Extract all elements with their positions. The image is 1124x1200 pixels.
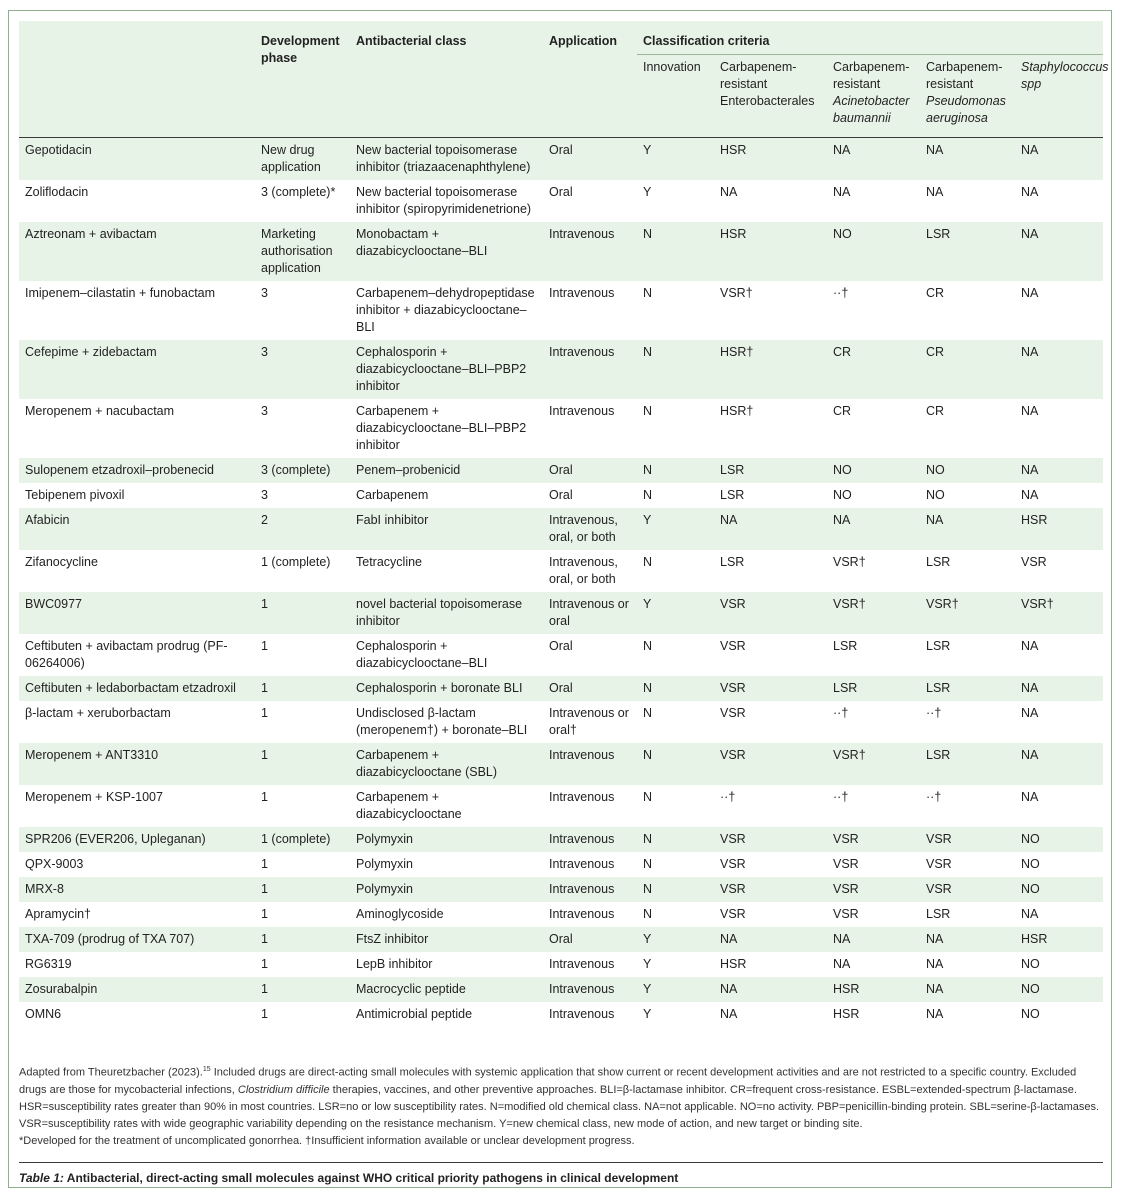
cell-drug: SPR206 (EVER206, Upleganan)	[25, 832, 206, 846]
cell-phase: 1	[261, 706, 268, 720]
table-row	[19, 180, 1103, 222]
cell-innovation: N	[643, 639, 653, 653]
cell-cre: VSR	[720, 748, 746, 762]
cell-drug: Ceftibuten + avibactam prodrug (PF-06264006)	[25, 639, 228, 670]
cell-innovation: N	[643, 286, 653, 300]
cell-class: Monobactam + diazabicyclooctane–BLI	[356, 227, 488, 258]
cell-crab: ··†	[833, 790, 849, 804]
cell-crpa: NA	[926, 1007, 944, 1021]
table-row	[19, 592, 1103, 634]
cell-innovation: Y	[643, 932, 652, 946]
cell-drug: TXA-709 (prodrug of TXA 707)	[25, 932, 195, 946]
cell-drug: β-lactam + xeruborbactam	[25, 706, 171, 720]
cell-class: Carbapenem + diazabicyclooctane–BLI–PBP2 inhibitor	[356, 404, 527, 452]
cell-crpa: LSR	[926, 681, 951, 695]
caption-divider	[19, 1162, 1103, 1163]
cell-crab: LSR	[833, 639, 858, 653]
cell-class: Carbapenem	[356, 488, 429, 502]
cell-application: Intravenous	[549, 286, 615, 300]
table-row	[19, 785, 1103, 827]
cell-innovation: N	[643, 345, 653, 359]
cell-crpa: VSR	[926, 882, 952, 896]
cell-innovation: N	[643, 748, 653, 762]
table-row	[19, 508, 1103, 550]
cell-innovation: N	[643, 463, 653, 477]
table-row	[19, 927, 1103, 952]
cell-crab: NA	[833, 957, 851, 971]
cell-crab: VSR†	[833, 555, 866, 569]
cell-class: FabI inhibitor	[356, 513, 429, 527]
cell-application: Intravenous	[549, 1007, 615, 1021]
cell-staph: VSR†	[1021, 597, 1054, 611]
cell-crpa: ··†	[926, 790, 942, 804]
cell-cre: HSR	[720, 227, 747, 241]
cell-crab: NO	[833, 227, 852, 241]
cell-application: Intravenous	[549, 907, 615, 921]
cell-drug: Imipenem–cilastatin + funobactam	[25, 286, 216, 300]
cell-innovation: N	[643, 790, 653, 804]
cell-application: Oral	[549, 681, 573, 695]
cell-crab: LSR	[833, 681, 858, 695]
cell-phase: 1	[261, 857, 268, 871]
cell-crpa: VSR	[926, 832, 952, 846]
cell-crpa: CR	[926, 404, 945, 418]
footnote-symbols: *Developed for the treatment of uncomplicated gonorrhea. †Insufficient information available or unclear development progress.	[19, 1134, 635, 1147]
cell-cre: NA	[720, 1007, 738, 1021]
cell-application: Oral	[549, 463, 573, 477]
cell-crab: VSR	[833, 857, 859, 871]
table-row	[19, 138, 1103, 181]
cell-innovation: N	[643, 857, 653, 871]
cell-crab: NA	[833, 932, 851, 946]
cell-phase: New drug application	[261, 143, 321, 174]
cell-cre: HSR†	[720, 345, 754, 359]
cell-drug: Cefepime + zidebactam	[25, 345, 157, 359]
cell-crab: ··†	[833, 286, 849, 300]
cell-staph: NA	[1021, 404, 1039, 418]
cell-crpa: NO	[926, 463, 945, 477]
cell-application: Intravenous	[549, 857, 615, 871]
cell-staph: NA	[1021, 345, 1039, 359]
cell-crpa: NA	[926, 185, 944, 199]
cell-cre: HSR	[720, 957, 747, 971]
cell-phase: 1	[261, 748, 268, 762]
cell-phase: 2	[261, 513, 268, 527]
cell-application: Oral	[549, 488, 573, 502]
cell-crab: VSR	[833, 882, 859, 896]
cell-staph: NA	[1021, 286, 1039, 300]
cell-crab: VSR†	[833, 597, 866, 611]
cell-phase: 3	[261, 404, 268, 418]
col-cre-header: Carbapenem-resistant Enterobacterales	[720, 60, 815, 108]
cell-class: Carbapenem + diazabicyclooctane	[356, 790, 462, 821]
cell-crab: NA	[833, 185, 851, 199]
cell-drug: Apramycin†	[25, 907, 91, 921]
table-body	[19, 138, 1103, 1028]
col-phase-header: Development phase	[261, 34, 340, 65]
cell-class: LepB inhibitor	[356, 957, 433, 971]
cell-class: Carbapenem + diazabicyclooctane (SBL)	[356, 748, 498, 779]
cell-cre: VSR	[720, 706, 746, 720]
cell-crpa: LSR	[926, 555, 951, 569]
cell-drug: Ceftibuten + ledaborbactam etzadroxil	[25, 681, 236, 695]
cell-application: Oral	[549, 143, 573, 157]
cell-crab: HSR	[833, 982, 860, 996]
table-row	[19, 676, 1103, 701]
cell-drug: Sulopenem etzadroxil–probenecid	[25, 463, 215, 477]
cell-innovation: N	[643, 832, 653, 846]
cell-cre: NA	[720, 513, 738, 527]
cell-drug: MRX-8	[25, 882, 64, 896]
cell-crab: VSR	[833, 832, 859, 846]
table-row	[19, 852, 1103, 877]
col-staph-header: Staphylococcus spp	[1021, 60, 1109, 91]
cell-crpa: NA	[926, 143, 944, 157]
cell-application: Intravenous, oral, or both	[549, 513, 618, 544]
col-class-header: Antibacterial class	[356, 34, 467, 48]
cell-cre: HSR†	[720, 404, 754, 418]
cell-cre: VSR	[720, 882, 746, 896]
cell-drug: Tebipenem pivoxil	[25, 488, 125, 502]
table-row	[19, 483, 1103, 508]
cell-phase: 1	[261, 957, 268, 971]
cell-staph: HSR	[1021, 513, 1048, 527]
cell-application: Intravenous	[549, 832, 615, 846]
cell-application: Intravenous	[549, 957, 615, 971]
cell-cre: ··†	[720, 790, 736, 804]
cell-staph: NO	[1021, 982, 1040, 996]
cell-class: Polymyxin	[356, 857, 413, 871]
cell-staph: NO	[1021, 857, 1040, 871]
table-row	[19, 634, 1103, 676]
cell-phase: 3 (complete)	[261, 463, 331, 477]
cell-phase: 3	[261, 286, 268, 300]
cell-application: Oral	[549, 185, 573, 199]
col-innovation-header: Innovation	[643, 60, 701, 74]
cell-crpa: NA	[926, 957, 944, 971]
col-application-header: Application	[549, 34, 618, 48]
table-row	[19, 550, 1103, 592]
cell-phase: 3 (complete)*	[261, 185, 336, 199]
cell-class: Undisclosed β-lactam (meropenem†) + boronate–BLI	[356, 706, 528, 737]
cell-innovation: Y	[643, 185, 652, 199]
cell-application: Intravenous	[549, 882, 615, 896]
cell-phase: 1 (complete)	[261, 832, 331, 846]
cell-crab: CR	[833, 345, 852, 359]
cell-crab: NO	[833, 463, 852, 477]
cell-staph: NA	[1021, 681, 1039, 695]
cell-innovation: Y	[643, 982, 652, 996]
cell-staph: NA	[1021, 639, 1039, 653]
cell-cre: VSR	[720, 832, 746, 846]
cell-cre: VSR	[720, 681, 746, 695]
cell-class: Aminoglycoside	[356, 907, 444, 921]
cell-staph: NO	[1021, 957, 1040, 971]
col-crpa-header: Carbapenem-resistant Pseudomonas aeruginosa	[926, 60, 1006, 125]
cell-innovation: N	[643, 488, 653, 502]
cell-class: New bacterial topoisomerase inhibitor (spiropyrimidenetrione)	[356, 185, 532, 216]
cell-phase: 1 (complete)	[261, 555, 331, 569]
cell-application: Intravenous	[549, 345, 615, 359]
cell-drug: Aztreonam + avibactam	[25, 227, 157, 241]
cell-innovation: Y	[643, 143, 652, 157]
cell-phase: 3	[261, 488, 268, 502]
cell-innovation: N	[643, 706, 653, 720]
cell-phase: 1	[261, 882, 268, 896]
cell-application: Intravenous	[549, 790, 615, 804]
col-drug-header	[19, 21, 255, 138]
cell-crpa: CR	[926, 286, 945, 300]
cell-innovation: N	[643, 404, 653, 418]
cell-cre: VSR	[720, 639, 746, 653]
cell-phase: 1	[261, 597, 268, 611]
cell-cre: VSR	[720, 597, 746, 611]
cell-crpa: LSR	[926, 907, 951, 921]
cell-innovation: N	[643, 227, 653, 241]
cell-phase: 1	[261, 982, 268, 996]
cell-phase: 1	[261, 790, 268, 804]
drug-table	[19, 21, 1109, 1027]
cell-staph: VSR	[1021, 555, 1047, 569]
cell-cre: HSR	[720, 143, 747, 157]
table-footnote	[19, 1061, 1103, 1150]
cell-phase: Marketing authorisation application	[261, 227, 333, 275]
cell-cre: LSR	[720, 463, 745, 477]
table-row	[19, 222, 1103, 281]
cell-staph: NO	[1021, 832, 1040, 846]
cell-innovation: N	[643, 882, 653, 896]
cell-crab: NA	[833, 143, 851, 157]
table-frame	[8, 10, 1112, 1188]
cell-class: Cephalosporin + boronate BLI	[356, 681, 523, 695]
cell-cre: LSR	[720, 488, 745, 502]
cell-crab: VSR	[833, 907, 859, 921]
cell-cre: LSR	[720, 555, 745, 569]
cell-drug: QPX-9003	[25, 857, 84, 871]
cell-application: Intravenous, oral, or both	[549, 555, 618, 586]
cell-phase: 3	[261, 345, 268, 359]
cell-application: Oral	[549, 639, 573, 653]
cell-class: Polymyxin	[356, 882, 413, 896]
cell-crpa: VSR†	[926, 597, 959, 611]
cell-crpa: CR	[926, 345, 945, 359]
cell-drug: Zosurabalpin	[25, 982, 98, 996]
cell-staph: NA	[1021, 143, 1039, 157]
cell-staph: NA	[1021, 463, 1039, 477]
cell-class: Polymyxin	[356, 832, 413, 846]
cell-innovation: Y	[643, 597, 652, 611]
table-row	[19, 977, 1103, 1002]
cell-cre: NA	[720, 185, 738, 199]
cell-class: Antimicrobial peptide	[356, 1007, 473, 1021]
header-row-top	[19, 21, 1103, 55]
cell-crab: VSR†	[833, 748, 866, 762]
footnote-abbreviations: Adapted from Theuretzbacher (2023).$^{15}$ Included drugs are direct-acting small molecules with systemic application that show current or recent development activities and are not restricted to a specific country. Excluded drugs are those for mycobacterial infections, Clostridium difficile therapies, vaccines, and other preventive approaches. BLI=β-lactamase inhibitor. CR=frequent cross-resistance. ESBL=extended-spectrum β-lactamase. HSR=susceptibility rates greater than 90% in most countries. LSR=no or low susceptibility rates. N=modified old chemical class. NA=not applicable. NO=no activity. PBP=penicillin-binding protein. SBL=serine-β-lactamases. VSR=susceptibility rates with wide geographic variability depending on the resistance mechanism. Y=new chemical class, new mode of action, and new target or binding site.	[19, 1066, 1100, 1130]
cell-innovation: Y	[643, 1007, 652, 1021]
cell-phase: 1	[261, 1007, 268, 1021]
cell-drug: Zifanocycline	[25, 555, 98, 569]
cell-innovation: N	[643, 907, 653, 921]
cell-innovation: N	[643, 681, 653, 695]
cell-staph: NA	[1021, 488, 1039, 502]
cell-class: Carbapenem–dehydropeptidase inhibitor + diazabicyclooctane–BLI	[356, 286, 535, 334]
cell-application: Intravenous	[549, 404, 615, 418]
classification-criteria-header: Classification criteria	[637, 21, 1103, 55]
cell-class: Cephalosporin + diazabicyclooctane–BLI	[356, 639, 488, 670]
cell-cre: VSR†	[720, 286, 753, 300]
col-crab-header: Carbapenem-resistant Acinetobacter baumannii	[833, 60, 910, 125]
cell-class: novel bacterial topoisomerase inhibitor	[356, 597, 523, 628]
cell-crpa: NO	[926, 488, 945, 502]
cell-application: Intravenous or oral†	[549, 706, 629, 737]
cell-class: Cephalosporin + diazabicyclooctane–BLI–PBP2 inhibitor	[356, 345, 527, 393]
cell-class: New bacterial topoisomerase inhibitor (triazaacenaphthylene)	[356, 143, 531, 174]
cell-staph: NA	[1021, 706, 1039, 720]
cell-crab: NO	[833, 488, 852, 502]
cell-class: FtsZ inhibitor	[356, 932, 429, 946]
cell-cre: VSR	[720, 907, 746, 921]
cell-crab: NA	[833, 513, 851, 527]
cell-drug: Gepotidacin	[25, 143, 92, 157]
cell-application: Intravenous	[549, 748, 615, 762]
cell-staph: HSR	[1021, 932, 1048, 946]
cell-crab: HSR	[833, 1007, 860, 1021]
cell-class: Tetracycline	[356, 555, 422, 569]
cell-cre: VSR	[720, 857, 746, 871]
cell-crpa: LSR	[926, 748, 951, 762]
cell-drug: Meropenem + ANT3310	[25, 748, 159, 762]
cell-drug: Meropenem + nacubactam	[25, 404, 175, 418]
cell-crpa: VSR	[926, 857, 952, 871]
table-row	[19, 340, 1103, 399]
cell-staph: NA	[1021, 907, 1039, 921]
table-row	[19, 458, 1103, 483]
cell-staph: NA	[1021, 227, 1039, 241]
cell-drug: BWC0977	[25, 597, 82, 611]
cell-staph: NA	[1021, 185, 1039, 199]
cell-application: Intravenous	[549, 982, 615, 996]
cell-application: Oral	[549, 932, 573, 946]
cell-crpa: ··†	[926, 706, 942, 720]
cell-drug: Zoliflodacin	[25, 185, 89, 199]
cell-staph: NA	[1021, 790, 1039, 804]
cell-drug: Afabicin	[25, 513, 70, 527]
cell-drug: RG6319	[25, 957, 72, 971]
table-row	[19, 827, 1103, 852]
cell-innovation: Y	[643, 957, 652, 971]
cell-crab: CR	[833, 404, 852, 418]
cell-phase: 1	[261, 681, 268, 695]
table-row	[19, 399, 1103, 458]
cell-class: Penem–probenicid	[356, 463, 461, 477]
cell-innovation: Y	[643, 513, 652, 527]
cell-staph: NO	[1021, 1007, 1040, 1021]
cell-staph: NO	[1021, 882, 1040, 896]
cell-class: Macrocyclic peptide	[356, 982, 466, 996]
cell-phase: 1	[261, 932, 268, 946]
cell-cre: NA	[720, 982, 738, 996]
table-row	[19, 877, 1103, 902]
cell-drug: Meropenem + KSP-1007	[25, 790, 163, 804]
table-row	[19, 1002, 1103, 1027]
cell-cre: NA	[720, 932, 738, 946]
table-row	[19, 743, 1103, 785]
cell-application: Intravenous	[549, 227, 615, 241]
cell-application: Intravenous or oral	[549, 597, 629, 628]
cell-crpa: NA	[926, 982, 944, 996]
cell-innovation: N	[643, 555, 653, 569]
cell-crpa: LSR	[926, 639, 951, 653]
cell-drug: OMN6	[25, 1007, 62, 1021]
table-row	[19, 281, 1103, 340]
table-caption: Table 1: Antibacterial, direct-acting small molecules against WHO critical priority pathogens in clinical development	[19, 1171, 679, 1185]
cell-crpa: NA	[926, 513, 944, 527]
table-row	[19, 952, 1103, 977]
table-row	[19, 902, 1103, 927]
cell-phase: 1	[261, 907, 268, 921]
cell-crab: ··†	[833, 706, 849, 720]
cell-crpa: LSR	[926, 227, 951, 241]
cell-staph: NA	[1021, 748, 1039, 762]
cell-phase: 1	[261, 639, 268, 653]
table-row	[19, 701, 1103, 743]
cell-crpa: NA	[926, 932, 944, 946]
